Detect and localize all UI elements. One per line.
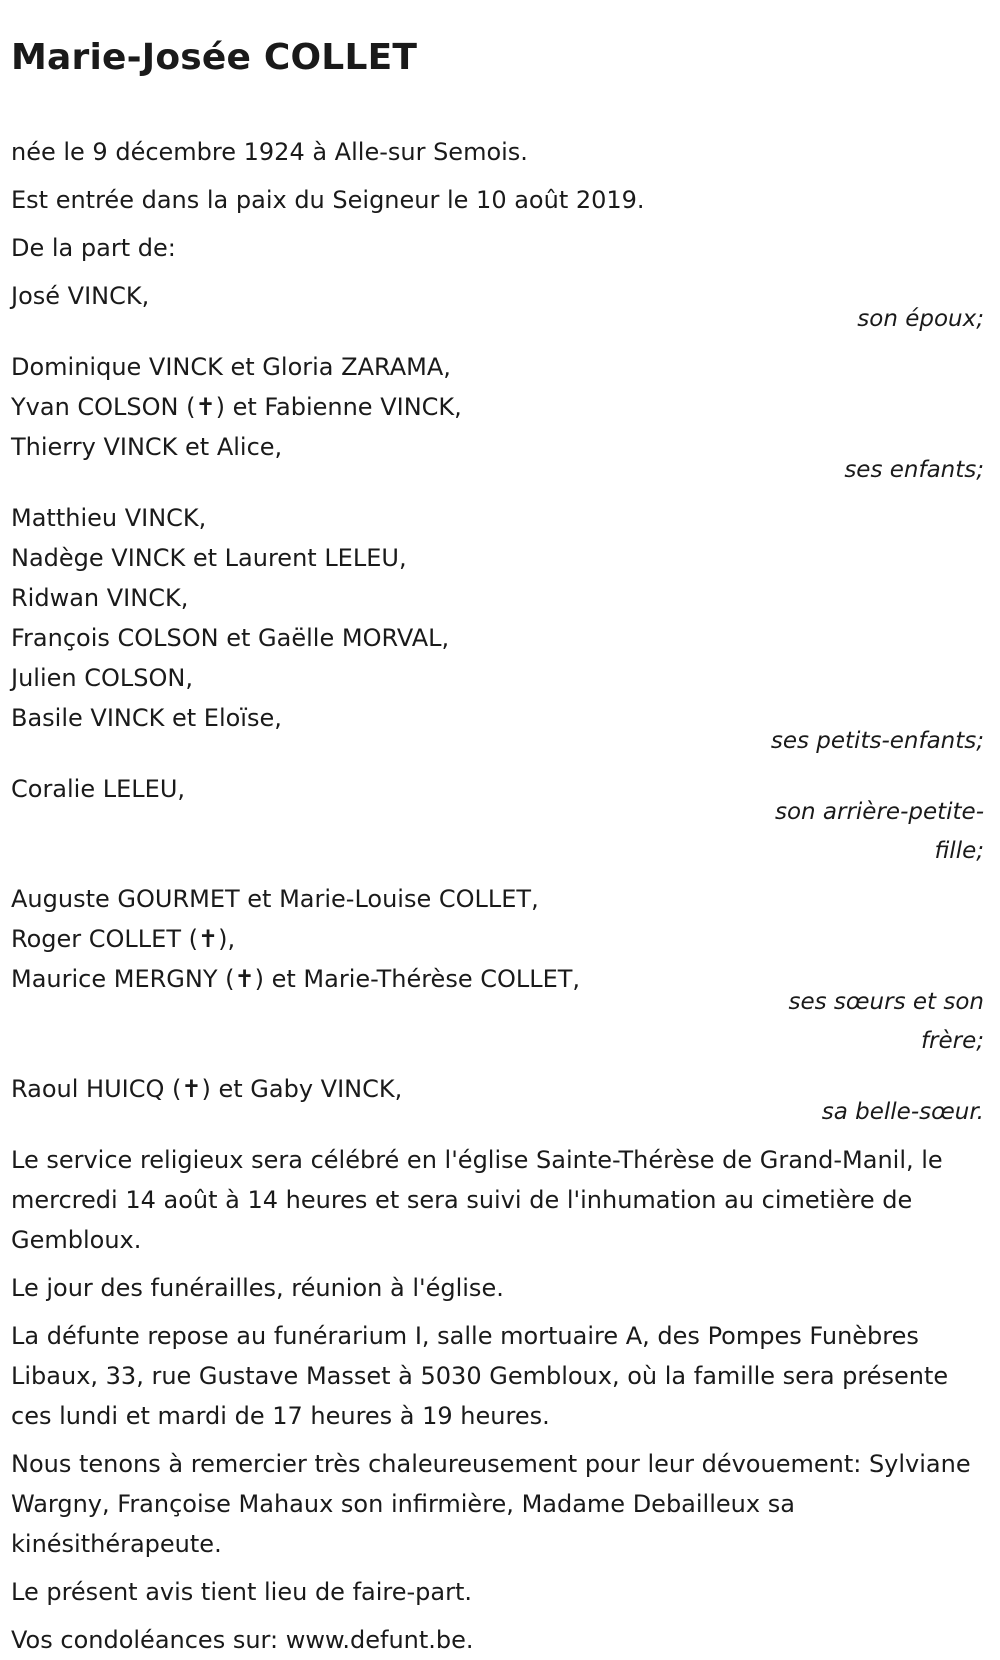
funerarium-info: La défunte repose au funérarium I, salle mortuaire A, des Pompes Funèbres Libaux, 33, rue Gustave Masset à 5030 Gembloux, où la famille sera présente ces lundi et mardi de 17 heures à 19 heures. <box>11 1322 949 1430</box>
family-member-line: Ridwan VINCK, <box>11 584 189 612</box>
service-info: Le service religieux sera célébré en l'église Sainte-Thérèse de Grand-Manil, le mercredi 14 août à 14 heures et sera suivi de l'inhumation au cimetière de Gembloux. <box>11 1146 943 1254</box>
relation-label: son arrière-petite-fille; <box>774 799 984 864</box>
relation-label: ses enfants; <box>844 457 984 483</box>
family-group-sister-in-law <box>11 1069 984 1132</box>
family-group-children <box>11 347 984 490</box>
relation-label: son époux; <box>857 306 984 332</box>
family-group-siblings <box>11 879 984 1061</box>
relation-label: ses sœurs et son frère; <box>788 989 984 1054</box>
family-group-great-grandchild <box>11 769 984 871</box>
family-member-line: Maurice MERGNY (✝) et Marie-Thérèse COLLET, <box>11 965 581 993</box>
thanks-info: Nous tenons à remercier très chaleureusement pour leur dévouement: Sylviane Wargny, Françoise Mahaux son infirmière, Madame Debailleux sa kinésithérapeute. <box>11 1450 971 1558</box>
deceased-name: Marie-Josée COLLET <box>11 37 418 78</box>
family-member-line: Thierry VINCK et Alice, <box>11 433 283 461</box>
family-member-line: Basile VINCK et Eloïse, <box>11 704 282 732</box>
notice-info: Le présent avis tient lieu de faire-part. <box>11 1578 473 1606</box>
relation-label: sa belle-sœur. <box>821 1099 984 1125</box>
family-member-line: François COLSON et Gaëlle MORVAL, <box>11 624 450 652</box>
birth-info: née le 9 décembre 1924 à Alle-sur Semois. <box>11 138 528 166</box>
family-member-line: Julien COLSON, <box>11 664 193 692</box>
from-label: De la part de: <box>11 234 176 262</box>
family-member-line: Roger COLLET (✝), <box>11 925 236 953</box>
family-group-spouse <box>11 276 984 339</box>
family-member-line: Dominique VINCK et Gloria ZARAMA, <box>11 353 451 381</box>
family-member-line: Coralie LELEU, <box>11 775 186 803</box>
death-info: Est entrée dans la paix du Seigneur le 10 août 2019. <box>11 186 645 214</box>
family-member-line: Nadège VINCK et Laurent LELEU, <box>11 544 407 572</box>
family-member-line: José VINCK, <box>11 282 150 310</box>
family-member-line: Yvan COLSON (✝) et Fabienne VINCK, <box>11 393 462 421</box>
family-member-line: Auguste GOURMET et Marie-Louise COLLET, <box>11 885 539 913</box>
funeral-meeting-info: Le jour des funérailles, réunion à l'église. <box>11 1274 504 1302</box>
family-member-line: Raoul HUICQ (✝) et Gaby VINCK, <box>11 1075 403 1103</box>
family-member-line: Matthieu VINCK, <box>11 504 207 532</box>
relation-label: ses petits-enfants; <box>770 728 984 754</box>
family-group-grandchildren <box>11 498 984 761</box>
condolences-info: Vos condoléances sur: www.defunt.be. <box>11 1626 474 1654</box>
